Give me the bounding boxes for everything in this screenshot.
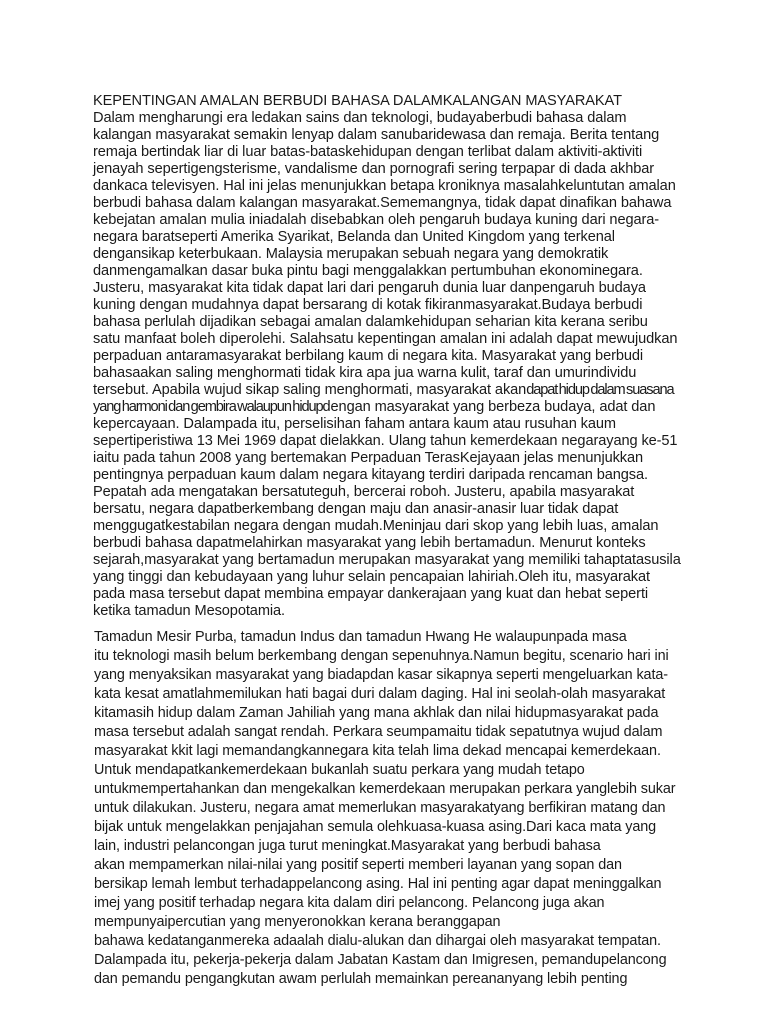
- text-line: iaitu pada tahun 2008 yang bertemakan Perpaduan TerasKejayaan jelas menunjukkan: [93, 450, 644, 466]
- text-line: kalangan masyarakat semakin lenyap dalam sanubaridewasa dan remaja. Berita tentang: [93, 127, 660, 143]
- text-line: bahasaakan saling menghormati tidak kira apa jua warna kulit, taraf dan umurindividu: [93, 365, 637, 381]
- text-line: pada masa tersebut dapat membina empayar dankerajaan yang kuat dan hebat seperti: [93, 586, 649, 602]
- text-line-mixed: [93, 382, 674, 399]
- text-line: kepercayaan. Dalampada itu, perselisihan faham antara kaum atau rusuhan kaum: [93, 416, 616, 432]
- condensed-text-segment: dapat hidup dalam suasana: [526, 382, 674, 398]
- text-line: bahawa kedatanganmereka adaalah dialu-alukan dan dihargai oleh masyarakat tempatan.: [94, 933, 661, 949]
- text-line: yang tinggi dan kebudayaan yang luhur selain pencapaian lahiriah.Oleh itu, masyarakat: [93, 569, 650, 585]
- text-segment: tersebut. Apabila wujud sikap saling menghormati, masyarakat akan: [93, 382, 527, 398]
- document-title: KEPENTINGAN AMALAN BERBUDI BAHASA DALAMKALANGAN MASYARAKAT: [93, 93, 622, 109]
- text-line: bersikap lemah lembut terhadappelancong asing. Hal ini penting agar dapat meninggalkan: [94, 876, 662, 892]
- text-line: untuk dilakukan. Justeru, negara amat memerlukan masyarakatyang berfikiran matang dan: [94, 800, 666, 816]
- text-line: dankaca televisyen. Hal ini jelas menunjukkan betapa kroniknya masalahkeluntutan amalan: [93, 178, 676, 194]
- text-line: Dalampada itu, pekerja-pekerja dalam Jabatan Kastam dan Imigresen, pemandupelancong: [94, 952, 667, 968]
- text-line: dan pemandu pengangkutan awam perlulah memainkan pereananyang lebih penting: [94, 971, 628, 987]
- text-line: itu teknologi masih belum berkembang dengan sepenuhnya.Namun begitu, scenario hari ini: [94, 648, 669, 664]
- text-line: perpaduan antaramasyarakat berbilang kaum di negara kita. Masyarakat yang berbudi: [93, 348, 644, 364]
- text-line: sepertiperistiwa 13 Mei 1969 dapat dielakkan. Ulang tahun kemerdekaan negarayang ke-51: [93, 433, 678, 449]
- text-line: jenayah sepertigengsterisme, vandalisme dan pornografi sering terpapar di dada akhbar: [93, 161, 655, 177]
- text-line: berbudi bahasa dapatmelahirkan masyarakat yang lebih bertamadun. Menurut konteks: [93, 535, 646, 551]
- text-line: bersatu, negara dapatberkembang dengan maju dan anasir-anasir luar tidak dapat: [93, 501, 619, 517]
- text-line: remaja bertindak liar di luar batas-bataskehidupan dengan terlibat dalam aktiviti-aktiviti: [93, 144, 643, 160]
- text-line: Justeru, masyarakat kita tidak dapat lari dari pengaruh dunia luar danpengaruh budaya: [93, 280, 646, 296]
- text-line: yang menyaksikan masyarakat yang biadapdan kasar sikapnya seperti mengeluarkan kata-: [94, 667, 668, 683]
- text-line: pentingnya perpaduan kaum dalam negara kitayang terdiri daripada rencaman bangsa.: [93, 467, 648, 483]
- text-line: ketika tamadun Mesopotamia.: [93, 603, 285, 619]
- text-line: kitamasih hidup dalam Zaman Jahiliah yang mana akhlak dan nilai hidupmasyarakat pada: [94, 705, 659, 721]
- text-line: imej yang positif terhadap negara kita dalam diri pelancong. Pelancong juga akan: [94, 895, 605, 911]
- text-line-mixed: [93, 399, 655, 416]
- condensed-text-segment: yang harmoni dan gembira walaupun hidup: [93, 399, 323, 415]
- text-line: masyarakat kkit lagi memandangkannegara kita telah lima dekad mencapai kemerdekaan.: [94, 743, 661, 759]
- text-line: Tamadun Mesir Purba, tamadun Indus dan tamadun Hwang He walaupunpada masa: [94, 629, 627, 645]
- text-line: danmengamalkan dasar buka pintu bagi menggalakkan pertumbuhan ekonominegara.: [93, 263, 643, 279]
- text-line: kata kesat amatlahmemilukan hati bagai duri dalam daging. Hal ini seolah-olah masyarakat: [94, 686, 666, 702]
- text-line: negara baratseperti Amerika Syarikat, Belanda dan United Kingdom yang terkenal: [93, 229, 615, 245]
- text-line: lain, industri pelancongan juga turut meningkat.Masyarakat yang berbudi bahasa: [94, 838, 601, 854]
- text-line: masa tersebut adalah sangat rendah. Perkara seumpamaitu tidak sepatutnya wujud dalam: [94, 724, 663, 740]
- text-line: bahasa perlulah dijadikan sebagai amalan dalamkehidupan seharian kita kerana seribu: [93, 314, 648, 330]
- text-line: akan mempamerkan nilai-nilai yang positif seperti memberi layanan yang sopan dan: [94, 857, 622, 873]
- text-line: Pepatah ada mengatakan bersatuteguh, bercerai roboh. Justeru, apabila masyarakat: [93, 484, 635, 500]
- text-line: menggugatkestabilan negara dengan mudah.Meninjau dari skop yang lebih luas, amalan: [93, 518, 659, 534]
- text-line: mempunyaipercutian yang menyeronokkan kerana beranggapan: [94, 914, 501, 930]
- text-line: sejarah,masyarakat yang bertamadun merupakan masyarakat yang memiliki tahaptatasusila: [93, 552, 681, 568]
- text-line: Dalam mengharungi era ledakan sains dan teknologi, budayaberbudi bahasa dalam: [93, 110, 627, 126]
- text-line: untukmempertahankan dan mengekalkan kemerdekaan merupakan perkara yanglebih sukar: [94, 781, 676, 797]
- text-line: Untuk mendapatkankemerdekaan bukanlah suatu perkara yang mudah tetapo: [94, 762, 585, 778]
- text-line: bijak untuk mengelakkan penjajahan semula olehkuasa-kuasa asing.Dari kaca mata yang: [94, 819, 657, 835]
- text-line: satu manfaat boleh diperolehi. Salahsatu kepentingan amalan ini adalah dapat mewujudkan: [93, 331, 678, 347]
- text-line: kuning dengan mudahnya dapat bersarang di kotak fikiranmasyarakat.Budaya berbudi: [93, 297, 643, 313]
- text-line: dengansikap keterbukaan. Malaysia merupakan sebuah negara yang demokratik: [93, 246, 609, 262]
- text-line: berbudi bahasa dalam kalangan masyarakat.Sememangnya, tidak dapat dinafikan bahawa: [93, 195, 672, 211]
- text-segment: dengan masyarakat yang berbeza budaya, adat dan: [322, 399, 656, 415]
- text-line: kebejatan amalan mulia iniadalah disebabkan oleh pengaruh budaya kuning dari negara-: [93, 212, 660, 228]
